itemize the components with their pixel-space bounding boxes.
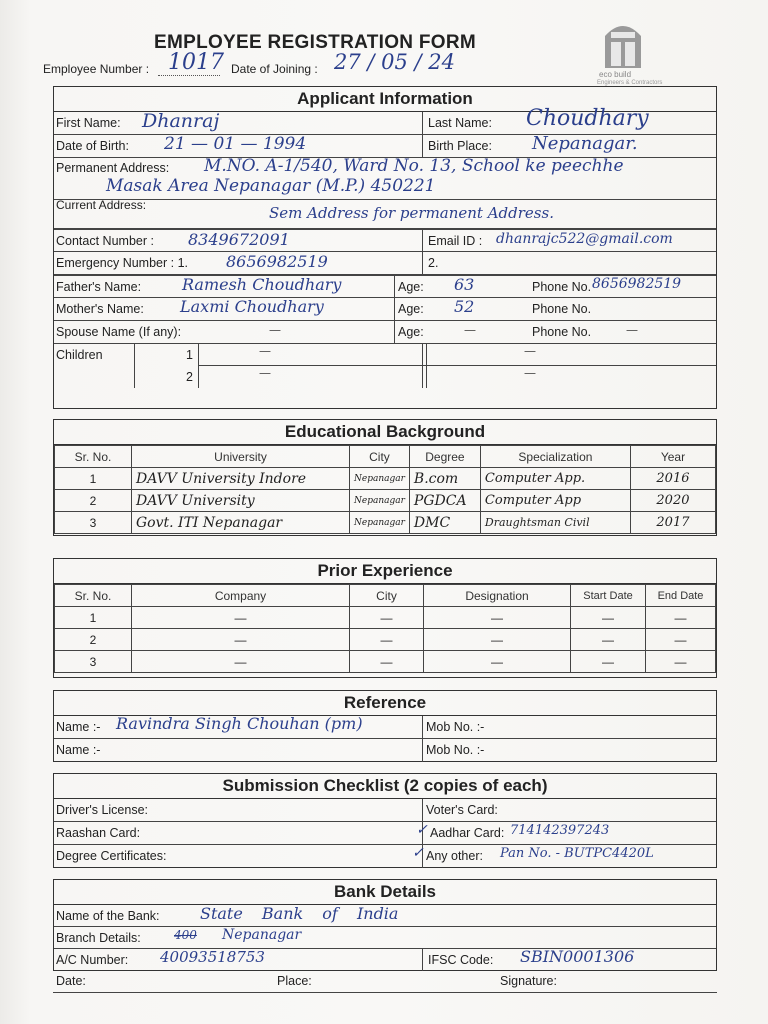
city-value[interactable]: Nepanagar bbox=[350, 512, 410, 534]
mother-phone-label: Phone No. bbox=[532, 302, 592, 316]
reference-name-label: Name :- bbox=[56, 743, 101, 757]
divider bbox=[426, 344, 427, 388]
account-number-label: A/C Number: bbox=[56, 953, 129, 967]
end-date-value[interactable]: — bbox=[646, 607, 716, 629]
last-name-label: Last Name: bbox=[428, 116, 492, 130]
experience-section bbox=[53, 558, 717, 678]
mother-name-label: Mother's Name: bbox=[56, 302, 144, 316]
applicant-section-title: Applicant Information bbox=[54, 87, 716, 112]
checkmark-icon: ✓ bbox=[416, 822, 428, 838]
col-header: Company bbox=[132, 585, 350, 607]
specialization-value[interactable]: Draughtsman Civil bbox=[480, 512, 630, 534]
father-name-value[interactable]: Ramesh Choudhary bbox=[182, 275, 342, 294]
end-date-value[interactable]: — bbox=[646, 651, 716, 673]
checklist-row-3 bbox=[54, 845, 716, 868]
email-label: Email ID : bbox=[428, 234, 483, 248]
reference-row-2 bbox=[54, 739, 716, 762]
degree-value[interactable]: B.com bbox=[409, 468, 480, 490]
sr-no: 3 bbox=[55, 651, 132, 673]
divider bbox=[198, 344, 199, 388]
bank-section bbox=[53, 879, 717, 971]
reference-name-label: Name :- bbox=[56, 720, 101, 734]
child-2-value-b[interactable]: — bbox=[524, 366, 536, 380]
divider bbox=[422, 949, 423, 971]
branch-value[interactable]: Nepanagar bbox=[222, 927, 302, 943]
reference-mob-label: Mob No. :- bbox=[426, 720, 485, 734]
checklist-row-2 bbox=[54, 822, 716, 845]
divider bbox=[422, 135, 423, 157]
table-row bbox=[55, 629, 716, 651]
designation-value[interactable]: — bbox=[424, 607, 571, 629]
any-other-label: Any other: bbox=[426, 849, 483, 863]
experience-table bbox=[54, 584, 716, 673]
year-value[interactable]: 2017 bbox=[630, 512, 715, 534]
sr-no: 1 bbox=[55, 468, 132, 490]
education-section-title: Educational Background bbox=[54, 420, 716, 445]
col-header: University bbox=[132, 446, 350, 468]
first-name-label: First Name: bbox=[56, 116, 121, 130]
spouse-phone-value[interactable]: — bbox=[626, 323, 638, 337]
children-midline bbox=[198, 365, 716, 366]
city-value[interactable]: — bbox=[350, 629, 424, 651]
applicant-section bbox=[53, 86, 717, 409]
start-date-value[interactable]: — bbox=[571, 651, 646, 673]
university-value[interactable]: Govt. ITI Nepanagar bbox=[132, 512, 350, 534]
mother-age-label: Age: bbox=[398, 302, 424, 316]
table-row bbox=[55, 490, 716, 512]
date-of-joining-label: Date of Joining : bbox=[231, 62, 318, 76]
permanent-address-label: Permanent Address: bbox=[56, 161, 170, 175]
divider bbox=[394, 321, 395, 343]
child-1-value-b[interactable]: — bbox=[524, 344, 536, 358]
child-1-number: 1 bbox=[186, 348, 193, 362]
divider bbox=[422, 716, 423, 738]
divider bbox=[134, 344, 135, 388]
contact-number-label: Contact Number : bbox=[56, 234, 154, 248]
current-address-label: Current Address: bbox=[56, 198, 147, 212]
branch-row bbox=[54, 927, 716, 949]
aadhar-card-label: Aadhar Card: bbox=[430, 826, 505, 840]
email-value[interactable]: dhanrajc522@gmail.com bbox=[496, 231, 673, 247]
current-address-row bbox=[54, 200, 716, 229]
company-value[interactable]: — bbox=[132, 651, 350, 673]
ifsc-value[interactable]: SBIN0001306 bbox=[520, 947, 635, 966]
designation-value[interactable]: — bbox=[424, 629, 571, 651]
company-value[interactable]: — bbox=[132, 629, 350, 651]
father-age-value[interactable]: 63 bbox=[454, 275, 475, 294]
reference-section bbox=[53, 690, 717, 762]
divider bbox=[422, 252, 423, 274]
bank-name-value[interactable]: State Bank of India bbox=[200, 904, 399, 923]
birth-place-label: Birth Place: bbox=[428, 139, 492, 153]
col-header: Degree bbox=[409, 446, 480, 468]
company-logo bbox=[597, 18, 727, 88]
col-header: City bbox=[350, 585, 424, 607]
university-value[interactable]: DAVV University Indore bbox=[132, 468, 350, 490]
start-date-value[interactable]: — bbox=[571, 607, 646, 629]
col-header: Designation bbox=[424, 585, 571, 607]
designation-value[interactable]: — bbox=[424, 651, 571, 673]
child-2-value[interactable]: — bbox=[259, 366, 271, 380]
children-row bbox=[54, 344, 716, 388]
specialization-value[interactable]: Computer App bbox=[480, 490, 630, 512]
degree-value[interactable]: PGDCA bbox=[409, 490, 480, 512]
children-label: Children bbox=[56, 348, 103, 362]
col-header: Start Date bbox=[571, 585, 646, 607]
year-value[interactable]: 2020 bbox=[630, 490, 715, 512]
education-table bbox=[54, 445, 716, 534]
raashan-card-label: Raashan Card: bbox=[56, 826, 141, 840]
contact-number-value[interactable]: 8349672091 bbox=[188, 230, 290, 249]
education-header-row bbox=[55, 446, 716, 468]
permanent-address-row bbox=[54, 158, 716, 200]
table-row bbox=[55, 468, 716, 490]
divider bbox=[422, 739, 423, 762]
employee-number-label: Employee Number : bbox=[43, 62, 150, 76]
mother-age-value[interactable]: 52 bbox=[454, 297, 475, 316]
experience-section-title: Prior Experience bbox=[54, 559, 716, 584]
divider bbox=[422, 344, 423, 388]
father-phone-label: Phone No. bbox=[532, 280, 592, 294]
col-header: Year bbox=[630, 446, 715, 468]
specialization-value[interactable]: Computer App. bbox=[480, 468, 630, 490]
spouse-phone-label: Phone No. bbox=[532, 325, 592, 339]
reference-row-1 bbox=[54, 716, 716, 739]
logo-text: eco build bbox=[599, 70, 632, 79]
place-label: Place: bbox=[277, 974, 312, 988]
employee-number-underline bbox=[158, 75, 220, 76]
table-row bbox=[55, 512, 716, 534]
emergency-label: Emergency Number : 1. bbox=[56, 256, 188, 270]
form-title: EMPLOYEE REGISTRATION FORM bbox=[154, 32, 477, 53]
account-number-value[interactable]: 40093518753 bbox=[160, 948, 265, 966]
reference-mob-label: Mob No. :- bbox=[426, 743, 485, 757]
year-value[interactable]: 2016 bbox=[630, 468, 715, 490]
branch-label: Branch Details: bbox=[56, 931, 141, 945]
checklist-section bbox=[53, 773, 717, 868]
spouse-name-value[interactable]: — bbox=[269, 323, 281, 337]
company-value[interactable]: — bbox=[132, 607, 350, 629]
mother-name-value[interactable]: Laxmi Choudhary bbox=[180, 297, 324, 316]
bank-name-label: Name of the Bank: bbox=[56, 909, 160, 923]
employee-number-value: 1017 bbox=[168, 50, 224, 75]
col-header: Sr. No. bbox=[55, 585, 132, 607]
dob-label: Date of Birth: bbox=[56, 139, 129, 153]
mother-row bbox=[54, 298, 716, 321]
sr-no: 2 bbox=[55, 629, 132, 651]
drivers-license-label: Driver's License: bbox=[56, 803, 148, 817]
degree-certificates-label: Degree Certificates: bbox=[56, 849, 167, 863]
emergency-number-1[interactable]: 8656982519 bbox=[226, 252, 328, 271]
checkmark-icon: ✓ bbox=[412, 845, 424, 861]
divider bbox=[394, 276, 395, 297]
child-1-value[interactable]: — bbox=[259, 344, 271, 358]
house-logo-icon bbox=[603, 18, 643, 70]
bank-section-title: Bank Details bbox=[54, 880, 716, 905]
sr-no: 1 bbox=[55, 607, 132, 629]
checklist-row-1 bbox=[54, 799, 716, 822]
start-date-value[interactable]: — bbox=[571, 629, 646, 651]
end-date-value[interactable]: — bbox=[646, 629, 716, 651]
col-header: City bbox=[350, 446, 410, 468]
spouse-age-label: Age: bbox=[398, 325, 424, 339]
footer-line bbox=[53, 992, 717, 993]
col-header: Sr. No. bbox=[55, 446, 132, 468]
contact-row bbox=[54, 229, 716, 252]
experience-header-row bbox=[55, 585, 716, 607]
name-row bbox=[54, 106, 716, 135]
divider bbox=[422, 112, 423, 134]
spouse-row bbox=[54, 321, 716, 344]
first-name-value[interactable]: Dhanraj bbox=[142, 110, 220, 132]
birth-place-value[interactable]: Nepanagar. bbox=[532, 133, 638, 154]
father-age-label: Age: bbox=[398, 280, 424, 294]
checklist-section-title: Submission Checklist (2 copies of each) bbox=[54, 774, 716, 799]
branch-struck-value: 400 bbox=[174, 928, 197, 942]
bank-name-row bbox=[54, 905, 716, 927]
reference-name-value[interactable]: Ravindra Singh Chouhan (pm) bbox=[116, 714, 363, 733]
spouse-age-value[interactable]: — bbox=[464, 323, 476, 337]
permanent-address-line2[interactable]: Masak Area Nepanagar (M.P.) 450221 bbox=[106, 176, 436, 196]
last-name-value[interactable]: Choudhary bbox=[526, 106, 649, 131]
emergency-row bbox=[54, 252, 716, 275]
table-row bbox=[55, 651, 716, 673]
ifsc-label: IFSC Code: bbox=[428, 953, 494, 967]
father-name-label: Father's Name: bbox=[56, 280, 142, 294]
aadhar-card-value[interactable]: 714142397243 bbox=[510, 823, 610, 838]
dob-value[interactable]: 21 — 01 — 1994 bbox=[164, 134, 307, 154]
father-row bbox=[54, 275, 716, 298]
table-row bbox=[55, 607, 716, 629]
divider bbox=[394, 298, 395, 320]
sr-no: 3 bbox=[55, 512, 132, 534]
city-value[interactable]: Nepanagar bbox=[350, 490, 410, 512]
voters-card-label: Voter's Card: bbox=[426, 803, 498, 817]
sr-no: 2 bbox=[55, 490, 132, 512]
col-header: Specialization bbox=[480, 446, 630, 468]
dob-row bbox=[54, 135, 716, 158]
city-value[interactable]: Nepanagar bbox=[350, 468, 410, 490]
divider bbox=[422, 799, 423, 821]
degree-value[interactable]: DMC bbox=[409, 512, 480, 534]
date-of-joining-value: 27 / 05 / 24 bbox=[334, 50, 456, 74]
reference-section-title: Reference bbox=[54, 691, 716, 716]
city-value[interactable]: — bbox=[350, 607, 424, 629]
any-other-value[interactable]: Pan No. - BUTPC4420L bbox=[500, 846, 654, 861]
logo-subtext: Engineers & Contractors bbox=[597, 80, 663, 86]
permanent-address-line1[interactable]: M.NO. A-1/540, Ward No. 13, School ke peechhe bbox=[204, 156, 624, 176]
emergency-2-label: 2. bbox=[428, 256, 439, 270]
col-header: End Date bbox=[646, 585, 716, 607]
spouse-name-label: Spouse Name (If any): bbox=[56, 325, 182, 339]
university-value[interactable]: DAVV University bbox=[132, 490, 350, 512]
signature-label: Signature: bbox=[500, 974, 557, 988]
education-section bbox=[53, 419, 717, 536]
date-label: Date: bbox=[56, 974, 86, 988]
father-phone-value[interactable]: 8656982519 bbox=[592, 276, 682, 292]
child-2-number: 2 bbox=[186, 370, 193, 384]
current-address-value[interactable]: Sem Address for permanent Address. bbox=[269, 204, 554, 222]
city-value[interactable]: — bbox=[350, 651, 424, 673]
divider bbox=[422, 230, 423, 251]
account-row bbox=[54, 949, 716, 971]
